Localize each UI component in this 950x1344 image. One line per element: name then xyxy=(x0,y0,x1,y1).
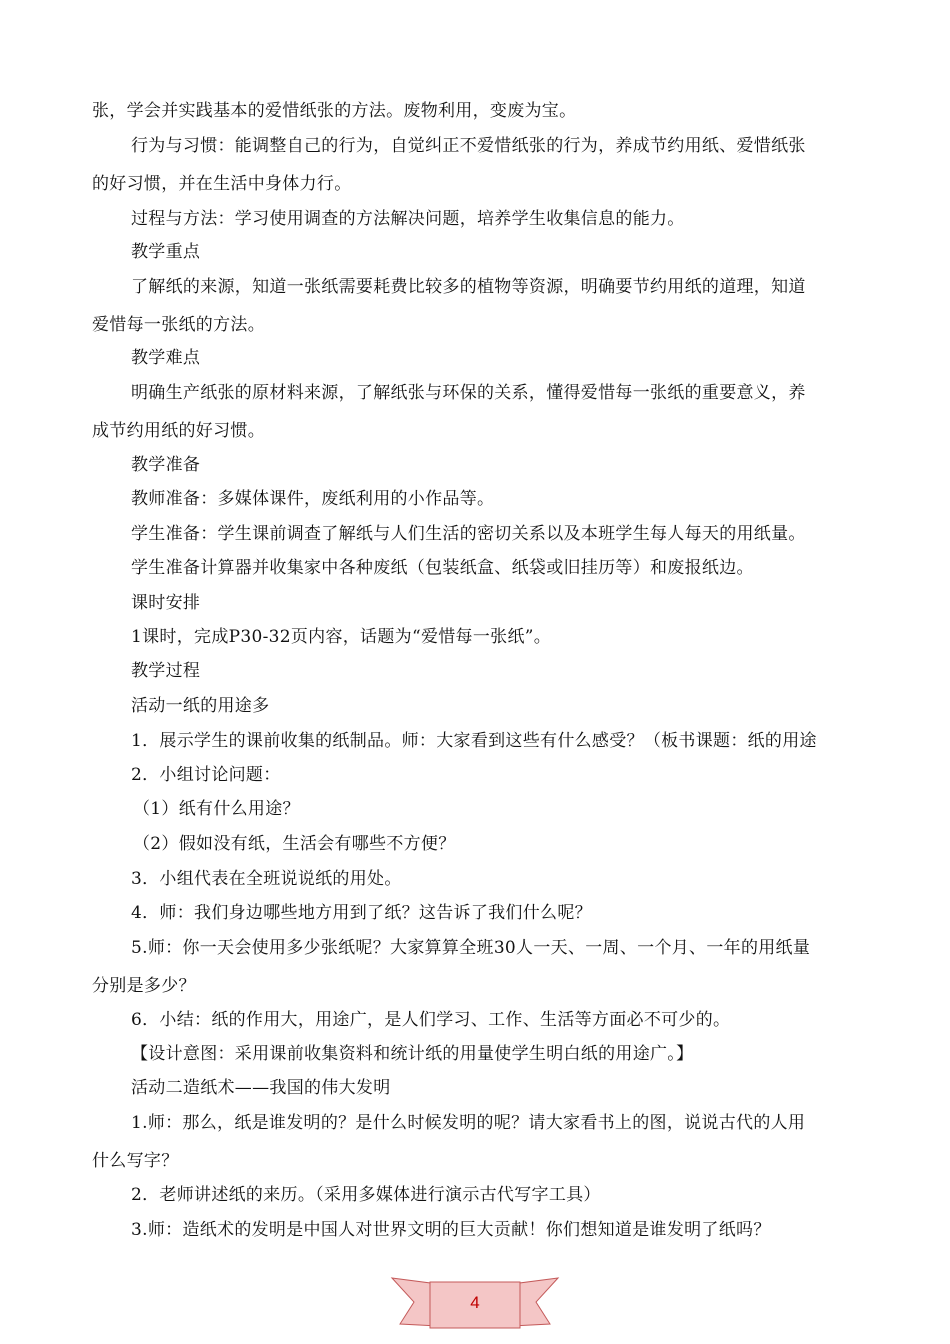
text-line: 成节约用纸的好习惯。 xyxy=(92,421,265,441)
text-line: 3．小组代表在全班说说纸的用处。 xyxy=(131,869,402,889)
text-line: 2．小组讨论问题： xyxy=(131,765,281,785)
text-line: 2．老师讲述纸的来历。（采用多媒体进行演示古代写字工具） xyxy=(131,1185,601,1205)
section-heading: 教学过程 xyxy=(131,661,201,681)
text-line: 学生准备计算器并收集家中各种废纸（包装纸盒、纸袋或旧挂历等）和废报纸边。 xyxy=(131,558,754,578)
activity-heading: 活动一纸的用途多 xyxy=(131,696,270,716)
text-line: 6．小结：纸的作用大，用途广，是人们学习、工作、生活等方面必不可少的。 xyxy=(131,1010,731,1030)
section-heading: 教学重点 xyxy=(131,242,201,262)
text-line: 分别是多少？ xyxy=(92,976,196,996)
text-line: 张，学会并实践基本的爱惜纸张的方法。废物利用，变废为宝。 xyxy=(92,101,577,121)
text-line: 学生准备：学生课前调查了解纸与人们生活的密切关系以及本班学生每人每天的用纸量。 xyxy=(131,524,806,544)
text-line: 1．展示学生的课前收集的纸制品。师：大家看到这些有什么感受？（板书课题：纸的用途 xyxy=(131,731,817,751)
text-line: 3.师：造纸术的发明是中国人对世界文明的巨大贡献！你们想知道是谁发明了纸吗？ xyxy=(131,1220,771,1240)
text-line: 行为与习惯：能调整自己的行为，自觉纠正不爱惜纸张的行为，养成节约用纸、爱惜纸张 xyxy=(131,136,806,156)
text-line: 1课时，完成P30-32页内容，话题为“爱惜每一张纸”。 xyxy=(131,627,552,647)
text-line: 过程与方法：学习使用调查的方法解决问题，培养学生收集信息的能力。 xyxy=(131,209,685,229)
text-line: 爱惜每一张纸的方法。 xyxy=(92,315,265,335)
design-intent-note: 【设计意图：采用课前收集资料和统计纸的用量使学生明白纸的用途广。】 xyxy=(131,1044,694,1064)
text-line: 教师准备：多媒体课件，废纸利用的小作品等。 xyxy=(131,489,495,509)
page-number: 4 xyxy=(470,1293,480,1312)
section-heading: 课时安排 xyxy=(131,593,201,613)
section-heading: 教学难点 xyxy=(131,348,201,368)
text-line: 了解纸的来源，知道一张纸需要耗费比较多的植物等资源，明确要节约用纸的道理，知道 xyxy=(131,277,806,297)
text-line: （1）纸有什么用途？ xyxy=(133,799,300,819)
text-line: 的好习惯，并在生活中身体力行。 xyxy=(92,174,352,194)
page-footer xyxy=(390,1268,560,1336)
text-line: 4．师：我们身边哪些地方用到了纸？这告诉了我们什么呢？ xyxy=(131,903,592,923)
text-line: 1.师：那么，纸是谁发明的？是什么时候发明的呢？请大家看书上的图，说说古代的人用 xyxy=(131,1113,806,1133)
section-heading: 教学准备 xyxy=(131,455,201,475)
text-line: 5.师：你一天会使用多少张纸呢？大家算算全班30人一天、一周、一个月、一年的用纸量 xyxy=(131,938,811,958)
text-line: 明确生产纸张的原材料来源，了解纸张与环保的关系，懂得爱惜每一张纸的重要意义，养 xyxy=(131,383,806,403)
text-line: （2）假如没有纸，生活会有哪些不方便？ xyxy=(133,834,456,854)
text-line: 什么写字？ xyxy=(92,1151,179,1171)
activity-heading: 活动二造纸术——我国的伟大发明 xyxy=(131,1078,391,1098)
